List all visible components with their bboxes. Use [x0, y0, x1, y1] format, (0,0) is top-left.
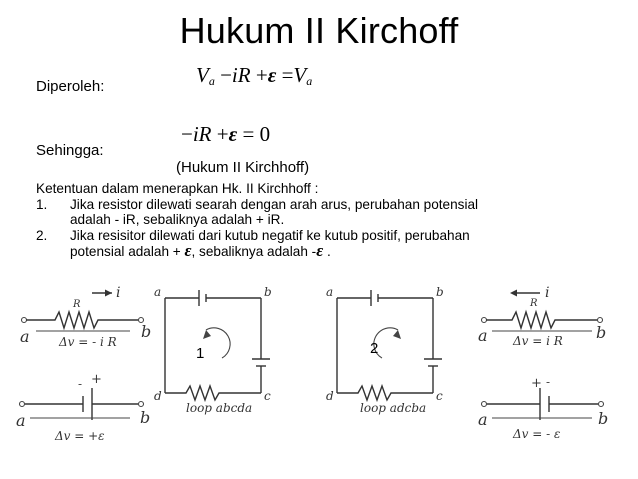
emf-forward-diagram	[16, 372, 150, 443]
node-a-label: a	[478, 326, 488, 345]
delta-v-label: Δv = i R	[513, 334, 563, 348]
page-title: Hukum II Kirchoff	[179, 10, 459, 51]
corner-c-label: c	[436, 389, 443, 403]
node-b-label: b	[596, 323, 607, 342]
rule-text-line: Jika resisitor dilewati dari kutub negatif ke kutub positif, perubahan	[70, 227, 470, 243]
loop-abcda-diagram	[154, 285, 272, 415]
emf-reverse-diagram	[478, 375, 608, 441]
corner-b-label: b	[436, 285, 444, 299]
epsilon-symbol: ε	[184, 241, 192, 260]
node-a-label: a	[478, 410, 488, 429]
rule-text-line: adalah - iR, sebaliknya adalah + iR.	[70, 212, 285, 227]
loop-caption: loop adcba	[360, 401, 427, 415]
rule-number: 2.	[36, 227, 48, 243]
node-b-label: b	[598, 409, 609, 428]
law-caption: (Hukum II Kirchhoff)	[176, 159, 310, 176]
corner-d-label: d	[326, 389, 334, 403]
node-b-label: b	[141, 322, 152, 341]
minus-sign: -	[546, 375, 551, 389]
delta-v-label: Δv = - ε	[513, 427, 561, 441]
current-label: i	[116, 285, 121, 301]
minus-sign: -	[78, 377, 83, 391]
rule-text-line: Jika resistor dilewati searah dengan arah arus, perubahan potensial	[70, 196, 479, 212]
rule-text-fragment: .	[323, 244, 331, 259]
resistor-label: R	[73, 299, 81, 310]
corner-a-label: a	[326, 285, 334, 299]
loop-number: 1	[196, 345, 205, 362]
resistor-forward-diagram	[20, 285, 151, 349]
corner-a-label: a	[154, 285, 162, 299]
clockwise-arrow-icon	[206, 328, 230, 358]
rule-text-fragment: , sebaliknya adalah -	[191, 244, 317, 259]
derived-label: Diperoleh:	[36, 78, 105, 95]
therefore-label: Sehingga:	[36, 142, 104, 159]
derived-equation: $V_a -iR +\varepsilon =V_a$	[196, 63, 313, 88]
resistor-label: R	[530, 298, 538, 309]
corner-c-label: c	[264, 389, 271, 403]
loop-number: 2	[370, 340, 379, 357]
therefore-equation: −iR +ε = 0	[181, 122, 271, 146]
node-a-label: a	[20, 327, 30, 346]
plus-sign: +	[91, 372, 102, 387]
corner-d-label: d	[154, 389, 162, 403]
rule-number: 1.	[36, 196, 48, 212]
rules-heading: Ketentuan dalam menerapkan Hk. II Kirchhoff :	[36, 181, 319, 196]
current-label: i	[545, 285, 550, 301]
rule-text-fragment: potensial adalah +	[70, 244, 185, 259]
node-b-label: b	[140, 408, 151, 427]
corner-b-label: b	[264, 285, 272, 299]
node-a-label: a	[16, 411, 26, 430]
delta-v-label: Δv = - i R	[59, 335, 117, 349]
resistor-reverse-diagram	[478, 285, 606, 348]
loop-caption: loop abcda	[186, 401, 253, 415]
loop-adcba-diagram	[326, 285, 444, 415]
delta-v-label: Δv = +ε	[55, 429, 105, 443]
plus-sign: +	[531, 376, 542, 391]
epsilon-symbol: ε	[316, 241, 324, 260]
